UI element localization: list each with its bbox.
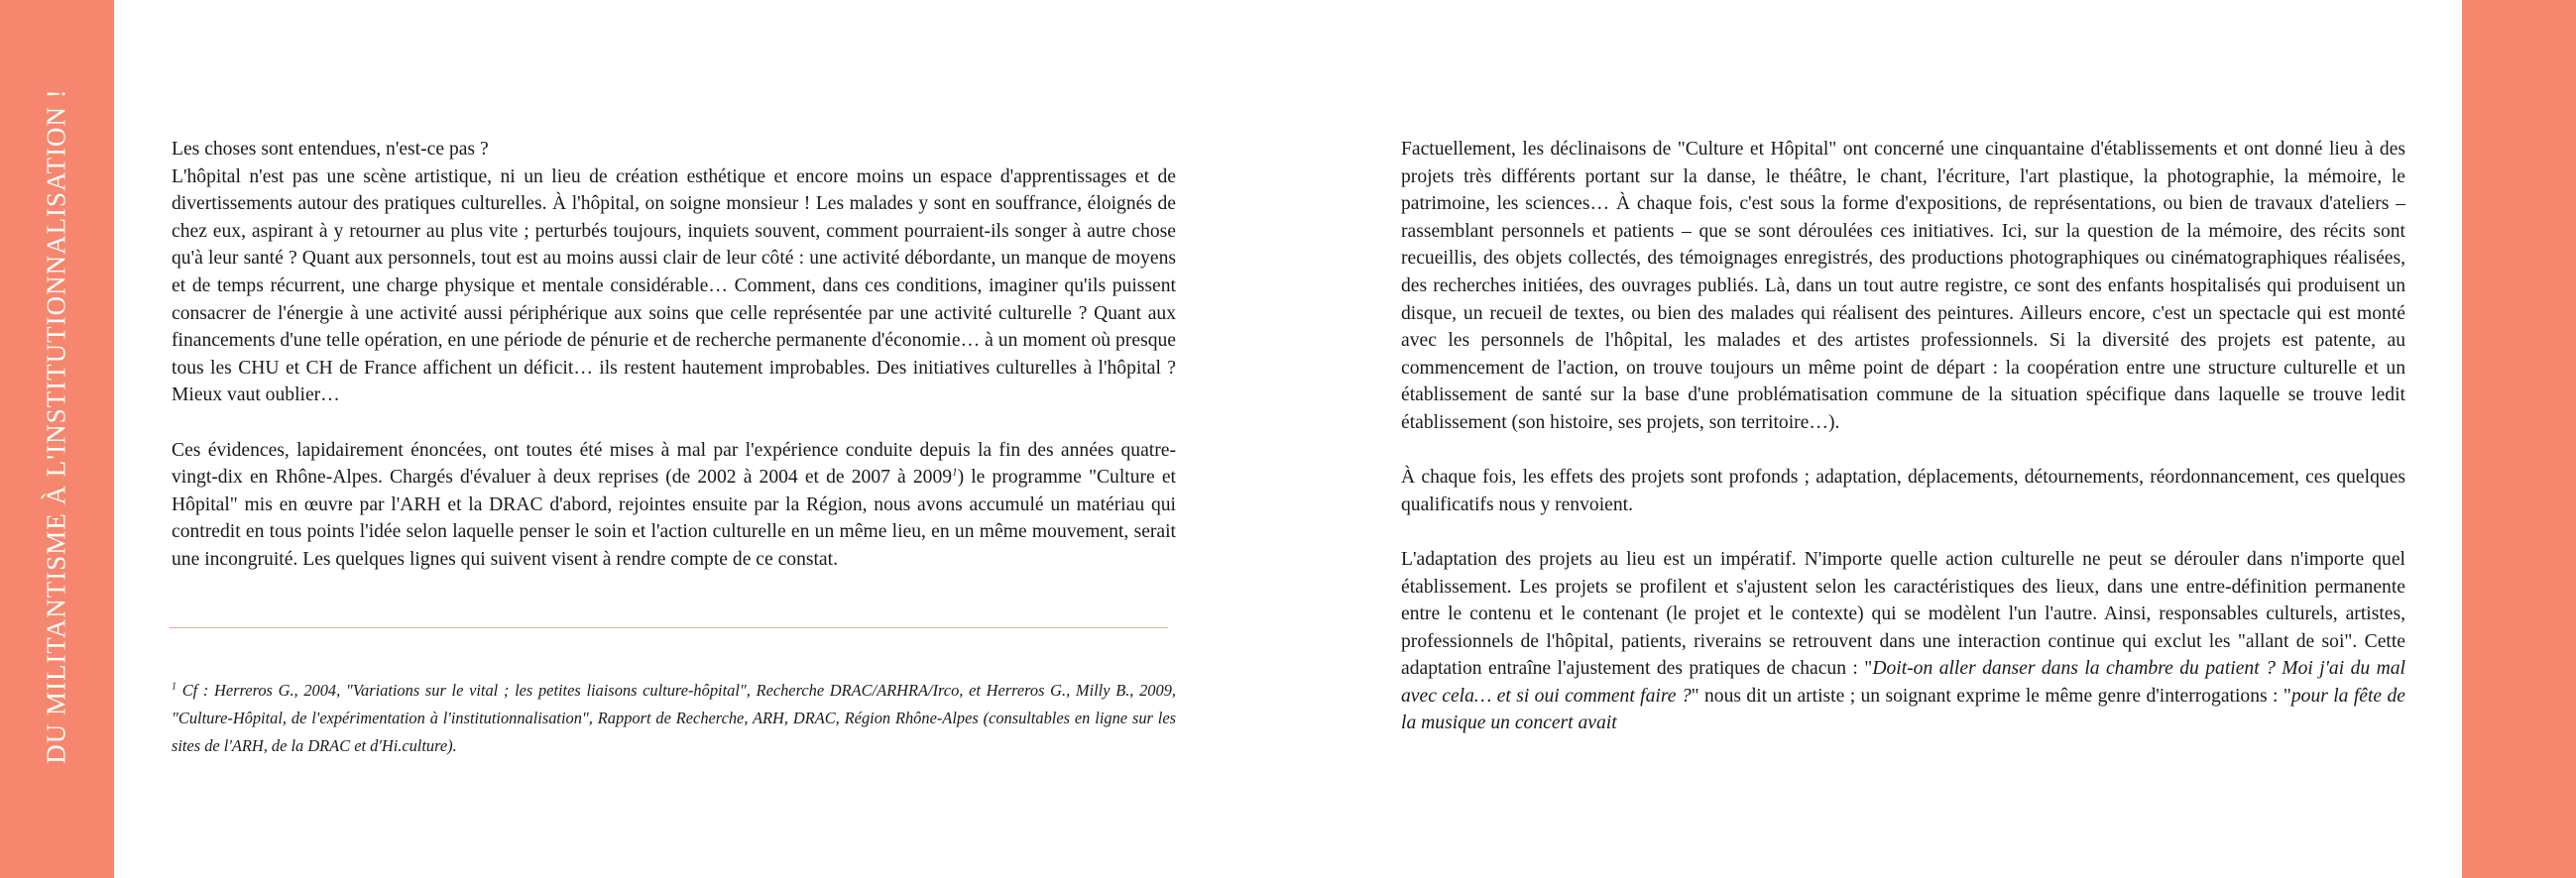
artist-quote: Doit-on aller danser dans la chambre du patient ? Moi j'ai du mal avec cela… et si oui comment faire ?	[1401, 658, 2405, 707]
opening-line: Les choses sont entendues, n'est-ce pas ?	[172, 139, 489, 160]
footnote-divider	[170, 627, 1168, 628]
left-page-column	[172, 136, 1176, 574]
footnote	[172, 677, 1176, 760]
caregiver-quote: pour la fête de la musique un concert avait	[1401, 685, 2406, 734]
paragraph-5	[1401, 546, 2405, 737]
footnote-marker: 1	[172, 681, 176, 693]
paragraph-1: L'hôpital n'est pas une scène artistique, ni un lieu de création esthétique et encore moins un espace d'apprentissages et de divertissements autour des pratiques culturelles. À l'hôpital, on soigne monsieur ! Les malades y sont en souffrance, éloignés de chez eux, aspirant à y retourner au plus vite ; perturbés toujours, inquiets souvent, comment pourraient-ils songer à autre chose qu'à leur santé ? Quant aux personnels, tout est au moins aussi clair de leur côté : une activité débordante, un manque de moyens et de temps récurrent, une charge physique et mentale considérable… Comment, dans ces conditions, imaginer qu'ils puissent consacrer de l'énergie à une activité aussi périphérique aux soins que celle représentée par une activité culturelle ? Quant aux financements d'une telle opération, en une période de pénurie et de recherche permanente d'économie… à un moment où presque tous les CHU et CH de France affichent un déficit… ils restent hautement improbables. Des initiatives culturelles à l'hôpital ? Mieux vaut oublier…	[172, 165, 1176, 406]
left-accent-band	[0, 0, 114, 878]
footnote-reference: 1	[952, 466, 958, 479]
right-page-column	[1401, 136, 2405, 737]
footnote-text: Cf : Herreros G., 2004, "Variations sur le vital ; les petites liaisons culture-hôpital", Recherche DRAC/ARHRA/Irco, et Herreros G., Milly B., 2009, "Culture-Hôpital, de l'expérimentation à l'institutionnalisation", Rapport de Recherche, ARH, DRAC, Région Rhône-Alpes (consultables en ligne sur les sites de l'ARH, de la DRAC et d'Hi.culture).	[172, 681, 1176, 755]
paragraph-3: Factuellement, les déclinaisons de "Culture et Hôpital" ont concerné une cinquantaine d'établissements et ont donné lieu à des projets très différents portant sur la danse, le théâtre, le chant, l'écriture, l'art plastique, la photographie, la mémoire, le patrimoine, les sciences… À chaque fois, c'est sous la forme d'expositions, de représentations, ou bien de travaux d'ateliers – rassemblant personnels et patients – que se sont déroulées ces initiatives. Ici, sur la question de la mémoire, des récits sont recueillis, des objets collectés, des témoignages enregistrés, des productions photographiques ou cinématographiques réalisées, des recherches initiées, des ouvrages publiés. Là, dans un tout autre registre, ce sont des enfants hospitalisés qui produisent un disque, un recueil de textes, ou bien des malades qui réalisent des peintures. Ailleurs encore, c'est un spectacle qui est monté avec les personnels de l'hôpital, les malades et des artistes professionnels. Si la diversité des projets est patente, au commencement de l'action, on trouve toujours un même point de départ : la coopération entre une structure culturelle et un établissement de santé sur la base d'une problématisation commune de la situation spécifique dans laquelle se trouve ledit établissement (son histoire, ses projets, son territoire…).	[1401, 139, 2405, 433]
paragraph-5-text-b: " nous dit un artiste ; un soignant exprime le même genre d'interrogations : "	[1691, 685, 2291, 707]
paragraph-4: À chaque fois, les effets des projets sont profonds ; adaptation, déplacements, détournements, réordonnancement, ces quelques qualificatifs nous y renvoient.	[1401, 467, 2405, 515]
running-section-title: DU MILITANTISME À L'INSTITUTIONNALISATION !	[41, 88, 71, 764]
paragraph-2	[172, 437, 1176, 574]
right-accent-band	[2462, 0, 2576, 878]
paragraph-2-text-a: Ces évidences, lapidairement énoncées, ont toutes été mises à mal par l'expérience conduite depuis la fin des années quatre-vingt-dix en Rhône-Alpes. Chargés d'évaluer à deux reprises (de 2002 à 2004 et de 2007 à 2009	[172, 439, 1176, 489]
paragraph-2-text-b: ) le programme "Culture et Hôpital" mis en œuvre par l'ARH et la DRAC d'abord, rejointes ensuite par la Région, nous avons accumulé un matériau qui contredit en tous points l'idée selon laquelle penser le soin et l'action culturelle en un même lieu, en un même mouvement, serait une incongruité. Les quelques lignes qui suivent visent à rendre compte de ce constat.	[172, 467, 1176, 570]
paragraph-5-text-a: L'adaptation des projets au lieu est un impératif. N'importe quelle action culturelle ne peut se dérouler dans n'importe quel établissement. Les projets se profilent et s'ajustent selon les caractéristiques des lieux, dans une entre-définition permanente entre le contenu et le contenant (le projet et le contexte) qui se modèlent l'un l'autre. Ainsi, responsables culturels, artistes, professionnels de l'hôpital, patients, riverains se retrouvent dans une interaction continue qui exclut les "allant de soi". Cette adaptation entraîne l'ajustement des pratiques de chacun : "	[1401, 548, 2405, 680]
